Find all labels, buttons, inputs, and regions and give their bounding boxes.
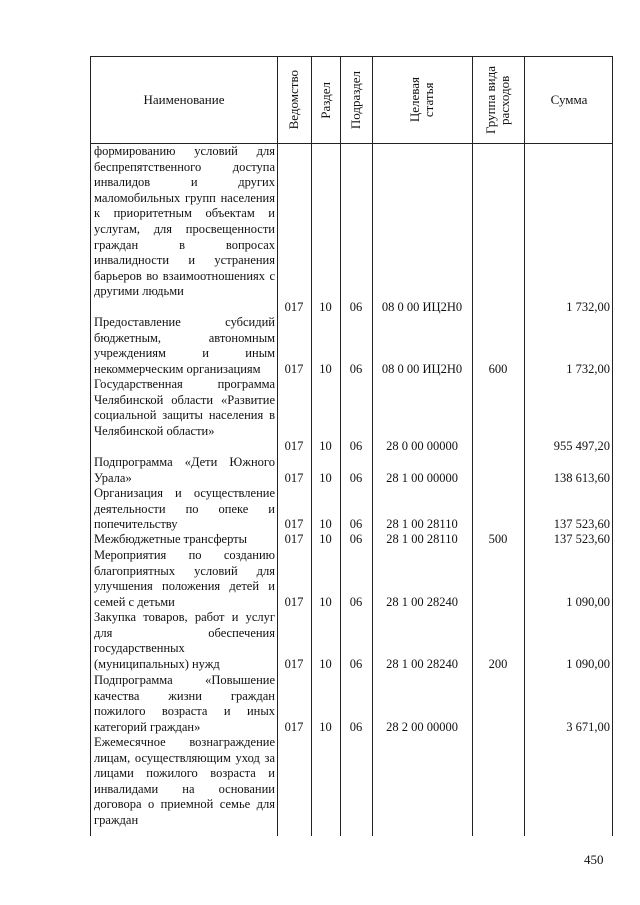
header-summa: Сумма [550, 92, 588, 107]
header-celevaya: Целевая статья [407, 77, 436, 123]
row-name: Предоставление субсидий бюджетным, автономным учреждениям и иным некоммерческим организациям [94, 315, 275, 376]
cell-razdel: 10 [319, 532, 332, 546]
cell-podrazdel: 06 [349, 656, 363, 671]
cell-podrazdel: 06 [349, 532, 363, 546]
row-name: Подпрограмма «Дети Южного Урала» [94, 455, 275, 485]
cell-celevaya: 28 1 00 28240 [386, 656, 458, 671]
cell-celevaya: 08 0 00 ИЦ2Н0 [381, 361, 463, 376]
row-name: Подпрограмма «Повышение качества жизни граждан пожилого возраста и иных категорий граждан» [94, 673, 275, 734]
header-ved: Ведомство [286, 70, 301, 130]
cell-celevaya: 28 1 00 00000 [386, 470, 458, 485]
budget-table [90, 56, 613, 836]
cell-podrazdel: 06 [349, 361, 363, 376]
cell-razdel: 10 [319, 656, 332, 671]
cell-celevaya: 28 1 00 28110 [386, 532, 458, 546]
row-name: Мероприятия по созданию благоприятных условий для улучшения положения детей и семей с детьми [94, 548, 275, 609]
cell-celevaya: 28 1 00 28240 [386, 594, 458, 609]
row-name: Закупка товаров, работ и услуг для обеспечения государственных (муниципальных) нужд [94, 610, 275, 671]
cell-razdel: 10 [319, 594, 332, 609]
cell-razdel: 10 [319, 439, 332, 454]
cell-celevaya: 28 1 00 28110 [386, 517, 458, 532]
cell-celevaya: 08 0 00 ИЦ2Н0 [381, 300, 463, 314]
cell-ved: 017 [284, 594, 304, 609]
header-gruppa: Группа вида расходов [483, 66, 512, 134]
cell-podrazdel: 06 [349, 439, 363, 454]
cell-celevaya: 28 0 00 00000 [386, 439, 458, 454]
cell-razdel: 10 [319, 361, 332, 376]
row-name: Ежемесячное вознаграждение лицам, осуществляющим уход за лицами пожилого возраста и инвалидами на основании договора о приемной семье для граждан [94, 735, 275, 827]
header-razdel: Раздел [317, 81, 333, 119]
cell-gruppa: 600 [488, 361, 508, 376]
cell-ved: 017 [284, 532, 304, 546]
cell-podrazdel: 06 [349, 719, 363, 734]
cell-ved: 017 [284, 719, 304, 734]
cell-razdel: 10 [319, 470, 332, 485]
cell-ved: 017 [284, 439, 304, 454]
cell-podrazdel: 06 [349, 470, 363, 485]
cell-podrazdel: 06 [349, 594, 363, 609]
cell-razdel: 10 [319, 719, 332, 734]
row-name: формированию условий для беспрепятственного доступа инвалидов и других маломобильных групп населения к приоритетным объектам и услугам, для просвещенности граждан в вопросах инвалидности и устранения барьеров во взаимоотношениях с другими людьми [94, 144, 275, 299]
cell-summa: 137 523,60 [553, 532, 610, 546]
cell-razdel: 10 [319, 517, 332, 532]
cell-gruppa: 200 [488, 656, 508, 671]
cell-ved: 017 [284, 361, 304, 376]
cell-razdel: 10 [319, 300, 332, 314]
cell-gruppa: 500 [488, 532, 508, 546]
cell-celevaya: 28 2 00 00000 [386, 719, 458, 734]
cell-summa: 1 732,00 [566, 300, 610, 314]
row-name: Межбюджетные трансферты [94, 532, 248, 546]
cell-ved: 017 [284, 656, 304, 671]
cell-ved: 017 [284, 470, 304, 485]
cell-summa: 955 497,20 [553, 439, 610, 454]
cell-summa: 1 090,00 [566, 656, 610, 671]
page-number: 450 [584, 852, 604, 867]
col-divider [472, 57, 473, 836]
row-name: Организация и осуществление деятельности по опеке и попечительству [94, 486, 275, 532]
cell-summa: 3 671,00 [566, 719, 610, 734]
cell-summa: 137 523,60 [553, 517, 610, 532]
cell-podrazdel: 06 [349, 300, 363, 314]
header-name: Наименование [143, 92, 225, 107]
cell-ved: 017 [284, 517, 304, 532]
cell-ved: 017 [284, 300, 304, 314]
row-name: Государственная программа Челябинской области «Развитие социальной защиты населения в Челябинской области» [94, 377, 275, 438]
cell-summa: 1 732,00 [566, 361, 610, 376]
cell-summa: 1 090,00 [566, 594, 610, 609]
header-podrazdel: Подраздел [348, 70, 363, 130]
cell-summa: 138 613,60 [553, 470, 610, 485]
cell-podrazdel: 06 [349, 517, 363, 532]
